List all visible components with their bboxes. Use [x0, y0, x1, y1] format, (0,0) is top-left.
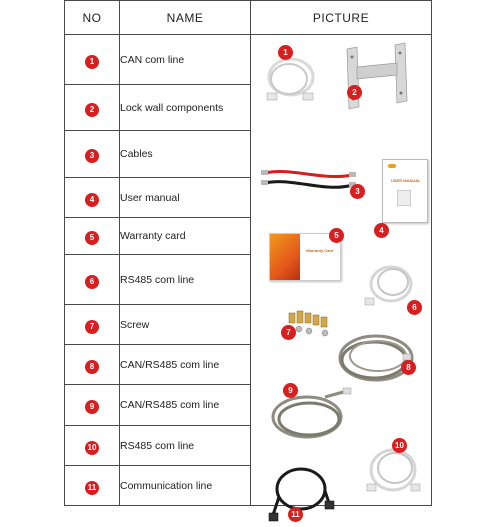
picture-badge-8: 8 — [401, 360, 416, 375]
row-name: CAN/RS485 com line — [120, 345, 251, 385]
row-name: Communication line — [120, 466, 251, 506]
can-rs485-com-line-image-a — [333, 330, 419, 388]
row-name: Warranty card — [120, 218, 251, 255]
row-name: Screw — [120, 305, 251, 345]
picture-badge-10: 10 — [392, 438, 407, 453]
row-name: RS485 com line — [120, 426, 251, 466]
row-name: RS485 com line — [120, 255, 251, 305]
picture-badge-2: 2 — [347, 85, 362, 100]
row-name: CAN/RS485 com line — [120, 385, 251, 426]
row-name: User manual — [120, 178, 251, 218]
picture-badge-7: 7 — [281, 325, 296, 340]
row-number-badge: 4 — [85, 193, 99, 207]
picture-badge-1: 1 — [278, 45, 293, 60]
picture-badge-4: 4 — [374, 223, 389, 238]
table-row — [65, 35, 432, 85]
manual-cover-image — [397, 190, 411, 206]
row-number-badge: 9 — [85, 400, 99, 414]
wall-bracket-image — [341, 41, 413, 111]
picture-badge-9: 9 — [283, 383, 298, 398]
row-number-badge: 7 — [85, 320, 99, 334]
card-title: Warranty Card — [306, 248, 334, 253]
manual-logo-icon — [388, 164, 396, 168]
picture-badge-11: 11 — [288, 507, 303, 522]
row-name: CAN com line — [120, 35, 251, 85]
picture-badge-3: 3 — [350, 184, 365, 199]
row-number-badge: 2 — [85, 103, 99, 117]
row-number-badge: 6 — [85, 275, 99, 289]
header-picture: PICTURE — [251, 1, 432, 35]
header-name: NAME — [120, 1, 251, 35]
row-number-badge: 11 — [85, 481, 99, 495]
picture-badge-6: 6 — [407, 300, 422, 315]
row-name: Lock wall components — [120, 85, 251, 131]
manual-title: USER MANUAL — [391, 178, 421, 183]
row-number-badge: 5 — [85, 231, 99, 245]
header-no: NO — [65, 1, 120, 35]
row-number-badge: 3 — [85, 149, 99, 163]
row-number-badge: 1 — [85, 55, 99, 69]
header-row — [65, 1, 432, 35]
row-number-badge: 8 — [85, 360, 99, 374]
can-rs485-com-line-image-b — [267, 387, 353, 443]
picture-badge-5: 5 — [329, 228, 344, 243]
picture-column — [251, 35, 432, 519]
user-manual-image — [382, 159, 428, 223]
row-name: Cables — [120, 131, 251, 178]
parts-table — [64, 0, 432, 519]
row-number-badge: 10 — [85, 441, 99, 455]
power-cables-image — [261, 163, 359, 197]
